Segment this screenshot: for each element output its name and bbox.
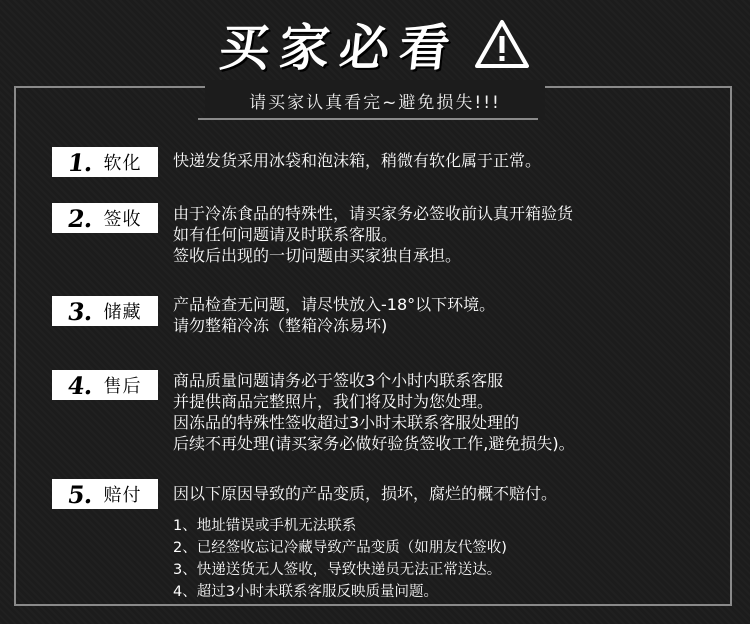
list-item: 1、地址错误或手机无法联系: [173, 518, 357, 534]
section-number: 5.: [66, 479, 96, 509]
header: [0, 8, 750, 80]
section-badge-storage: [52, 296, 158, 326]
section-label: 签收: [103, 209, 142, 230]
section-badge-after-sales: [52, 370, 158, 400]
section-label: 储藏: [103, 302, 142, 323]
text-line: 请勿整箱冷冻（整箱冷冻易坏): [173, 316, 388, 335]
text-line: 后续不再处理(请买家务必做好验货签收工作,避免损失)。: [173, 434, 575, 453]
section-text-after-sales: [173, 370, 733, 454]
compensation-exclusion-list: [173, 515, 507, 603]
page-title: 买家必看: [216, 18, 463, 77]
section-text-softening: [173, 150, 733, 171]
section-number: 1.: [66, 147, 96, 177]
subtitle-underline: [198, 118, 538, 120]
text-line: 快递发货采用冰袋和泡沫箱，稍微有软化属于正常。: [173, 151, 542, 170]
text-line: 因以下原因导致的产品变质，损坏，腐烂的概不赔付。: [173, 484, 558, 503]
section-badge-signing: [52, 203, 158, 233]
text-line: 如有任何问题请及时联系客服。: [173, 225, 398, 244]
text-line: 签收后出现的一切问题由买家独自承担。: [173, 246, 462, 265]
text-line: 并提供商品完整照片，我们将及时为您处理。: [173, 392, 494, 411]
section-label: 售后: [103, 376, 142, 397]
section-text-storage: [173, 294, 733, 336]
section-text-signing: [173, 203, 733, 266]
section-number: 2.: [66, 203, 96, 233]
section-badge-compensation: [52, 479, 158, 509]
section-text-compensation: [173, 483, 733, 504]
section-number: 3.: [66, 296, 96, 326]
subtitle: 请买家认真看完~避免损失!!!: [249, 93, 501, 113]
text-line: 商品质量问题请务必于签收3个小时内联系客服: [173, 371, 504, 390]
text-line: 因冻品的特殊性签收超过3小时未联系客服处理的: [173, 413, 520, 432]
section-label: 赔付: [103, 485, 142, 506]
list-item: 4、超过3小时未联系客服反映质量问题。: [173, 584, 438, 600]
text-line: 产品检查无问题，请尽快放入-18°以下环境。: [173, 295, 496, 314]
warning-triangle-icon: [474, 19, 530, 69]
section-badge-softening: [52, 147, 158, 177]
section-label: 软化: [103, 153, 142, 174]
list-item: 3、快递送货无人签收，导致快递员无法正常送达。: [173, 562, 502, 578]
section-number: 4.: [66, 370, 96, 400]
text-line: 由于冷冻食品的特殊性，请买家务必签收前认真开箱验货: [173, 204, 574, 223]
list-item: 2、已经签收忘记冷藏导致产品变质（如朋友代签收): [173, 540, 507, 556]
